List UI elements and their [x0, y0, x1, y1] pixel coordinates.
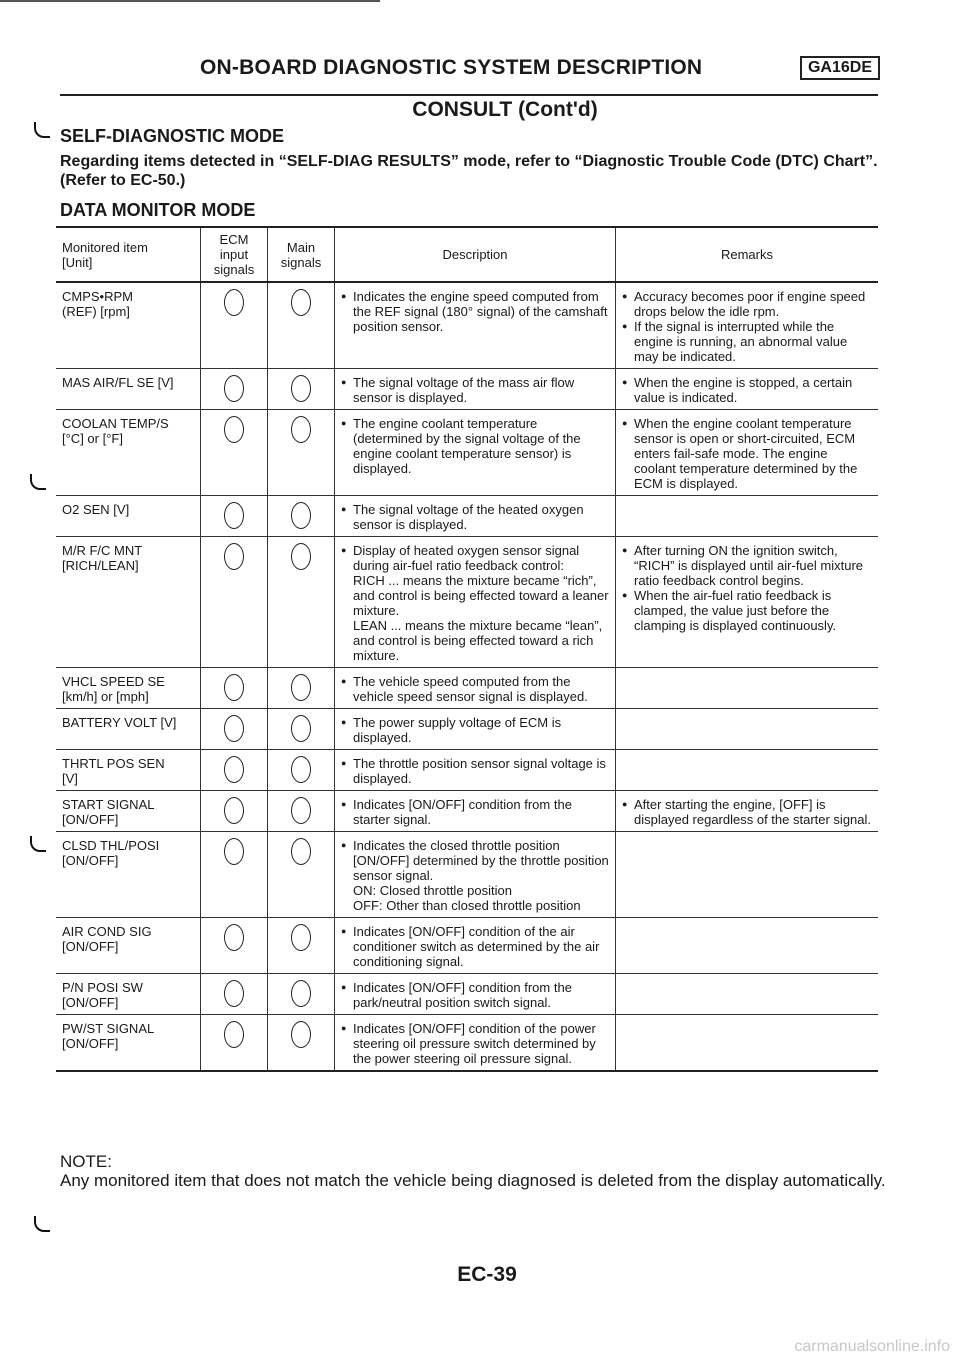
item-description: [335, 410, 616, 496]
table-row: [56, 537, 878, 668]
revision-mark-icon: [34, 1216, 50, 1232]
page-number: EC-39: [457, 1263, 517, 1286]
item-remarks: [616, 750, 879, 791]
item-description: [335, 496, 616, 537]
main-signal-mark: [268, 709, 335, 750]
ecm-input-mark: [201, 369, 268, 410]
ecm-input-mark: [201, 791, 268, 832]
circle-mark-icon: [224, 674, 244, 701]
description-bullet: ● The vehicle speed computed from the vehicle speed sensor signal is displayed.: [341, 674, 609, 704]
ecm-input-mark: [201, 918, 268, 974]
item-description: [335, 832, 616, 918]
item-description: [335, 791, 616, 832]
item-remarks: [616, 369, 879, 410]
circle-mark-icon: [291, 375, 311, 402]
ecm-input-mark: [201, 709, 268, 750]
monitored-item: CLSD THL/POSI [ON/OFF]: [56, 832, 201, 918]
item-remarks: [616, 410, 879, 496]
table-row: [56, 918, 878, 974]
circle-mark-icon: [291, 924, 311, 951]
description-bullet: ● Display of heated oxygen sensor signal during air-fuel ratio feedback control: RICH ... means the mixture became “rich”, and control is being effected toward a leaner mixture. LEAN ... means the mixture became “lean”, and control is being effected toward a rich mixture.: [341, 543, 609, 663]
remark-bullet: ● When the engine is stopped, a certain value is indicated.: [622, 375, 872, 405]
item-remarks: [616, 791, 879, 832]
circle-mark-icon: [224, 980, 244, 1007]
circle-mark-icon: [224, 416, 244, 443]
revision-mark-icon: [34, 122, 50, 138]
table-row: [56, 668, 878, 709]
circle-mark-icon: [224, 289, 244, 316]
description-bullet: ● Indicates [ON/OFF] condition from the starter signal.: [341, 797, 609, 827]
main-signal-mark: [268, 974, 335, 1015]
description-bullet: ● Indicates [ON/OFF] condition from the park/neutral position switch signal.: [341, 980, 609, 1010]
page-title: ON-BOARD DIAGNOSTIC SYSTEM DESCRIPTION: [200, 56, 703, 79]
item-remarks: [616, 918, 879, 974]
main-signal-mark: [268, 791, 335, 832]
header-rule: [60, 94, 878, 96]
item-remarks: [616, 668, 879, 709]
table-row: [56, 410, 878, 496]
table-row: [56, 974, 878, 1015]
ecm-input-mark: [201, 832, 268, 918]
col-header-main: Main signals: [268, 227, 335, 282]
circle-mark-icon: [224, 375, 244, 402]
item-description: [335, 974, 616, 1015]
table-row: [56, 791, 878, 832]
monitored-item: CMPS•RPM (REF) [rpm]: [56, 282, 201, 369]
main-signal-mark: [268, 282, 335, 369]
table-row: [56, 369, 878, 410]
page-subtitle: CONSULT (Cont'd): [412, 98, 598, 121]
item-remarks: [616, 282, 879, 369]
circle-mark-icon: [291, 674, 311, 701]
ecm-input-mark: [201, 974, 268, 1015]
circle-mark-icon: [291, 289, 311, 316]
main-signal-mark: [268, 918, 335, 974]
table-row: [56, 832, 878, 918]
item-description: [335, 750, 616, 791]
col-header-ecm: ECM input signals: [201, 227, 268, 282]
circle-mark-icon: [291, 416, 311, 443]
monitored-item: BATTERY VOLT [V]: [56, 709, 201, 750]
circle-mark-icon: [224, 1021, 244, 1048]
remark-bullet: ● After starting the engine, [OFF] is displayed regardless of the starter signal.: [622, 797, 872, 827]
col-header-description: Description: [335, 227, 616, 282]
description-bullet: ● Indicates [ON/OFF] condition of the power steering oil pressure switch determined by the power steering oil pressure signal.: [341, 1021, 609, 1066]
main-signal-mark: [268, 410, 335, 496]
circle-mark-icon: [291, 715, 311, 742]
revision-mark-icon: [30, 474, 46, 490]
main-signal-mark: [268, 369, 335, 410]
remark-bullet: ● After turning ON the ignition switch, “RICH” is displayed until air-fuel mixture ratio feedback control begins.: [622, 543, 872, 588]
note-text: Any monitored item that does not match the vehicle being diagnosed is deleted from the display automatically.: [60, 1171, 886, 1190]
item-description: [335, 918, 616, 974]
watermark: carmanualsonline.info: [794, 1338, 950, 1355]
page-header: [200, 56, 880, 80]
ecm-input-mark: [201, 496, 268, 537]
remark-bullet: ● If the signal is interrupted while the engine is running, an abnormal value may be indicated.: [622, 319, 872, 364]
col-header-remarks: Remarks: [616, 227, 879, 282]
col-header-item: Monitored item [Unit]: [56, 227, 201, 282]
description-bullet: ● The signal voltage of the mass air flow sensor is displayed.: [341, 375, 609, 405]
monitored-item: O2 SEN [V]: [56, 496, 201, 537]
circle-mark-icon: [291, 1021, 311, 1048]
circle-mark-icon: [224, 502, 244, 529]
monitored-item: P/N POSI SW [ON/OFF]: [56, 974, 201, 1015]
main-signal-mark: [268, 832, 335, 918]
item-description: [335, 709, 616, 750]
main-signal-mark: [268, 537, 335, 668]
item-remarks: [616, 974, 879, 1015]
main-signal-mark: [268, 1015, 335, 1072]
item-description: [335, 537, 616, 668]
description-bullet: ● Indicates [ON/OFF] condition of the air conditioner switch as determined by the air conditioning signal.: [341, 924, 609, 969]
item-remarks: [616, 1015, 879, 1072]
table-row: [56, 496, 878, 537]
circle-mark-icon: [291, 756, 311, 783]
description-bullet: ● The throttle position sensor signal voltage is displayed.: [341, 756, 609, 786]
circle-mark-icon: [224, 924, 244, 951]
monitored-item: PW/ST SIGNAL [ON/OFF]: [56, 1015, 201, 1072]
main-signal-mark: [268, 668, 335, 709]
circle-mark-icon: [224, 543, 244, 570]
remark-bullet: ● Accuracy becomes poor if engine speed drops below the idle rpm.: [622, 289, 872, 319]
ecm-input-mark: [201, 668, 268, 709]
circle-mark-icon: [291, 838, 311, 865]
circle-mark-icon: [224, 756, 244, 783]
table-row: [56, 282, 878, 369]
description-bullet: ● Indicates the closed throttle position [ON/OFF] determined by the throttle position sensor signal. ON: Closed throttle position OFF: Other than closed throttle position: [341, 838, 609, 913]
table-row: [56, 709, 878, 750]
item-remarks: [616, 709, 879, 750]
note-label: NOTE:: [60, 1152, 112, 1171]
table-header-row: [56, 227, 878, 282]
self-diag-text: Regarding items detected in “SELF-DIAG RESULTS” mode, refer to “Diagnostic Trouble Code (DTC) Chart”. (Refer to EC-50.): [60, 153, 878, 189]
monitored-item: START SIGNAL [ON/OFF]: [56, 791, 201, 832]
item-description: [335, 282, 616, 369]
ecm-input-mark: [201, 750, 268, 791]
main-signal-mark: [268, 496, 335, 537]
remark-bullet: ● When the engine coolant temperature sensor is open or short-circuited, ECM enters fail-safe mode. The engine coolant temperature determined by the ECM is displayed.: [622, 416, 872, 491]
data-monitor-table: [56, 226, 878, 1072]
ecm-input-mark: [201, 1015, 268, 1072]
item-description: [335, 1015, 616, 1072]
item-remarks: [616, 832, 879, 918]
engine-code-badge: GA16DE: [800, 56, 880, 80]
revision-mark-icon: [30, 836, 46, 852]
circle-mark-icon: [291, 543, 311, 570]
table-body: [56, 282, 878, 1071]
monitored-item: THRTL POS SEN [V]: [56, 750, 201, 791]
top-edge-rule: [0, 0, 380, 2]
circle-mark-icon: [291, 797, 311, 824]
table-row: [56, 1015, 878, 1072]
ecm-input-mark: [201, 282, 268, 369]
item-description: [335, 369, 616, 410]
self-diag-heading: SELF-DIAGNOSTIC MODE: [60, 126, 284, 146]
monitored-item: VHCL SPEED SE [km/h] or [mph]: [56, 668, 201, 709]
data-monitor-heading: DATA MONITOR MODE: [60, 200, 256, 220]
item-remarks: [616, 537, 879, 668]
ecm-input-mark: [201, 410, 268, 496]
circle-mark-icon: [291, 980, 311, 1007]
monitored-item: MAS AIR/FL SE [V]: [56, 369, 201, 410]
description-bullet: ● Indicates the engine speed computed from the REF signal (180° signal) of the camshaft position sensor.: [341, 289, 609, 334]
monitored-item: AIR COND SIG [ON/OFF]: [56, 918, 201, 974]
monitored-item: M/R F/C MNT [RICH/LEAN]: [56, 537, 201, 668]
circle-mark-icon: [291, 502, 311, 529]
monitored-item: COOLAN TEMP/S [°C] or [°F]: [56, 410, 201, 496]
circle-mark-icon: [224, 797, 244, 824]
circle-mark-icon: [224, 838, 244, 865]
description-bullet: ● The signal voltage of the heated oxygen sensor is displayed.: [341, 502, 609, 532]
remark-bullet: ● When the air-fuel ratio feedback is clamped, the value just before the clamping is displayed continuously.: [622, 588, 872, 633]
main-signal-mark: [268, 750, 335, 791]
item-remarks: [616, 496, 879, 537]
description-bullet: ● The power supply voltage of ECM is displayed.: [341, 715, 609, 745]
circle-mark-icon: [224, 715, 244, 742]
table-row: [56, 750, 878, 791]
item-description: [335, 668, 616, 709]
description-bullet: ● The engine coolant temperature (determined by the signal voltage of the engine coolant temperature sensor) is displayed.: [341, 416, 609, 476]
ecm-input-mark: [201, 537, 268, 668]
